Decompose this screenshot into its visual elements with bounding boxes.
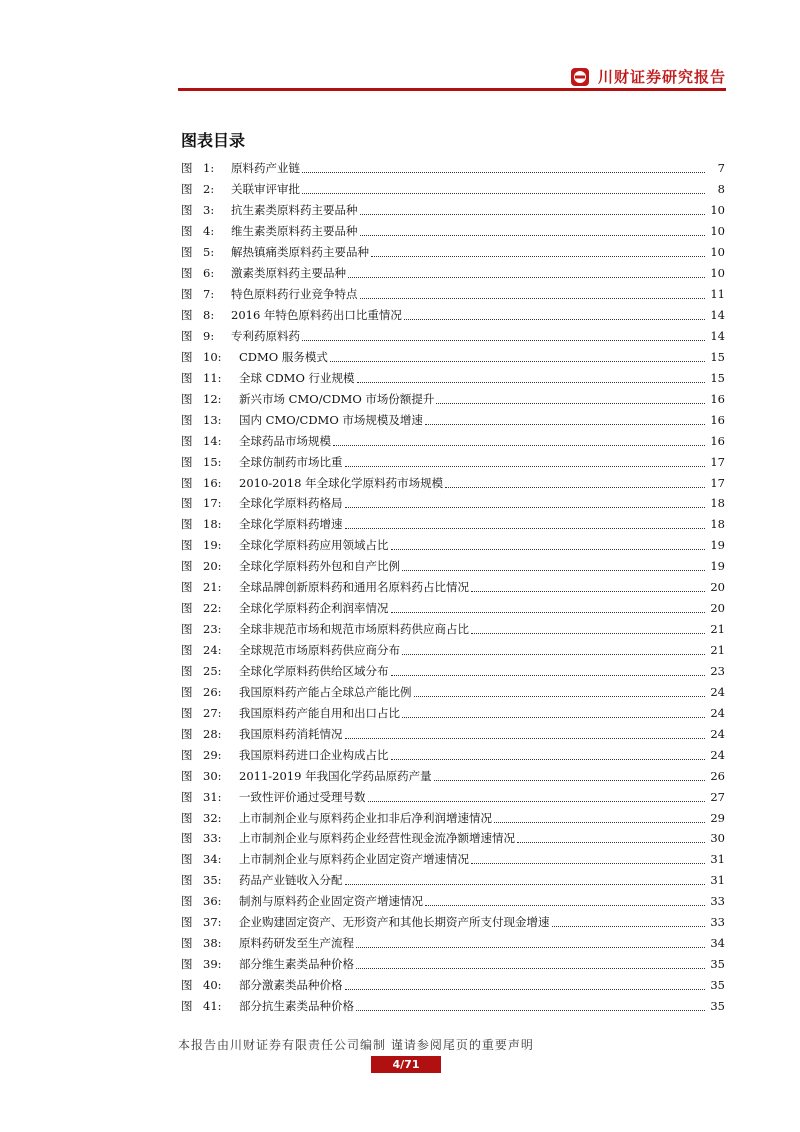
toc-entry-label: 图 xyxy=(181,224,193,239)
brand-name: 川财证券研究报告 xyxy=(597,68,726,86)
toc-entry[interactable] xyxy=(181,723,725,744)
toc-entry-title[interactable]: 全球化学原料药格局 xyxy=(239,496,343,511)
toc-entry-number: 31: xyxy=(203,789,222,804)
toc-entry-title[interactable]: 上市制剂企业与原料药企业经营性现金流净额增速情况 xyxy=(239,831,515,846)
toc-entry-title[interactable]: 全球化学原料药企利润率情况 xyxy=(239,601,389,616)
toc-dot-leader xyxy=(425,415,705,425)
toc-entry-page[interactable]: 15 xyxy=(710,370,725,385)
toc-entry-label: 图 xyxy=(181,454,193,469)
toc-entry-title[interactable]: 维生素类原料药主要品种 xyxy=(231,224,358,239)
toc-entry-number: 21: xyxy=(203,580,222,595)
toc-entry-page[interactable]: 14 xyxy=(710,308,725,323)
toc-entry-page[interactable]: 21 xyxy=(710,622,725,637)
toc-dot-leader xyxy=(345,498,706,508)
toc-entry-number: 22: xyxy=(203,601,222,616)
toc-entry-label: 图 xyxy=(181,789,193,804)
toc-dot-leader xyxy=(425,896,705,906)
toc-dot-leader xyxy=(471,624,705,634)
toc-entry-title[interactable]: 专利药原料药 xyxy=(231,328,300,343)
toc-entry[interactable] xyxy=(181,451,725,472)
toc-dot-leader xyxy=(436,394,705,404)
toc-entry-page[interactable]: 18 xyxy=(710,517,725,532)
toc-entry[interactable] xyxy=(181,870,725,891)
toc-entry-title[interactable]: 我国原料药进口企业构成占比 xyxy=(239,747,389,762)
toc-entry-label: 图 xyxy=(181,308,193,323)
toc-entry-title[interactable]: 2016 年特色原料药出口比重情况 xyxy=(231,308,402,323)
toc-entry-label: 图 xyxy=(181,663,193,678)
toc-entry-title[interactable]: 部分抗生素类品种价格 xyxy=(239,998,354,1013)
toc-dot-leader xyxy=(391,666,706,676)
toc-entry[interactable] xyxy=(181,284,725,305)
toc-entry-page[interactable]: 30 xyxy=(710,831,725,846)
toc-entry-label: 图 xyxy=(181,936,193,951)
brand xyxy=(570,66,726,87)
toc-entry-page[interactable]: 19 xyxy=(710,559,725,574)
toc-dot-leader xyxy=(391,540,706,550)
toc-entry-label: 图 xyxy=(181,726,193,741)
page-header xyxy=(178,60,726,92)
toc-entry-title[interactable]: 抗生素类原料药主要品种 xyxy=(231,203,358,218)
toc-entry[interactable] xyxy=(181,619,725,640)
toc-entry[interactable] xyxy=(181,598,725,619)
toc-entry-label: 图 xyxy=(181,182,193,197)
toc-entry-title[interactable]: 全球仿制药市场比重 xyxy=(239,454,343,469)
toc-entry-label: 图 xyxy=(181,852,193,867)
toc-entry-number: 29: xyxy=(203,747,222,762)
toc-entry[interactable] xyxy=(181,975,725,996)
toc-entry-label: 图 xyxy=(181,538,193,553)
toc-entry-label: 图 xyxy=(181,475,193,490)
toc-entry-number: 10: xyxy=(203,349,222,364)
toc-dot-leader xyxy=(345,980,706,990)
toc-entry-page[interactable]: 11 xyxy=(710,287,725,302)
toc-entry-title[interactable]: 激素类原料药主要品种 xyxy=(231,266,346,281)
toc-entry[interactable] xyxy=(181,200,725,221)
toc-entry-title[interactable]: 全球品牌创新原料药和通用名原料药占比情况 xyxy=(239,580,469,595)
toc-entry-title[interactable]: 上市制剂企业与原料药企业固定资产增速情况 xyxy=(239,852,469,867)
toc-entry-title[interactable]: 全球化学原料药增速 xyxy=(239,517,343,532)
toc-entry[interactable] xyxy=(181,430,725,451)
toc-entry-page[interactable]: 35 xyxy=(710,998,725,1013)
footer-statement: 本报告由川财证券有限责任公司编制 谨请参阅尾页的重要声明 xyxy=(178,1038,534,1052)
toc-entry-title[interactable]: 特色原料药行业竞争特点 xyxy=(231,287,358,302)
toc-entry-number: 37: xyxy=(203,915,222,930)
toc-entry-title[interactable]: 部分激素类品种价格 xyxy=(239,978,343,993)
toc-entry-page[interactable]: 31 xyxy=(710,852,725,867)
toc-dot-leader xyxy=(368,792,706,802)
toc-title: 图表目录 xyxy=(181,131,246,150)
toc-entry-page[interactable]: 14 xyxy=(710,328,725,343)
toc-entry[interactable] xyxy=(181,221,725,242)
toc-entry-number: 17: xyxy=(203,496,222,511)
toc-dot-leader xyxy=(402,708,705,718)
toc-entry-page[interactable]: 24 xyxy=(710,684,725,699)
toc-entry[interactable] xyxy=(181,577,725,598)
toc-entry-page[interactable]: 21 xyxy=(710,643,725,658)
toc-entry-label: 图 xyxy=(181,433,193,448)
toc-entry-page[interactable]: 10 xyxy=(710,245,725,260)
toc-entry-number: 41: xyxy=(203,998,222,1013)
toc-entry-page[interactable]: 16 xyxy=(710,433,725,448)
toc-entry-title[interactable]: 企业购建固定资产、无形资产和其他长期资产所支付现金增速 xyxy=(239,915,550,930)
toc-entry-title[interactable]: 全球非规范市场和规范市场原料药供应商占比 xyxy=(239,622,469,637)
toc-entry-number: 14: xyxy=(203,433,222,448)
toc-entry[interactable] xyxy=(181,640,725,661)
toc-entry-label: 图 xyxy=(181,580,193,595)
toc-entry-label: 图 xyxy=(181,266,193,281)
toc-entry-label: 图 xyxy=(181,349,193,364)
toc-entry-label: 图 xyxy=(181,705,193,720)
toc-dot-leader xyxy=(391,750,706,760)
toc-entry-label: 图 xyxy=(181,391,193,406)
toc-dot-leader xyxy=(434,771,705,781)
toc-entry-label: 图 xyxy=(181,957,193,972)
toc-entry-number: 8: xyxy=(203,308,215,323)
toc-entry-label: 图 xyxy=(181,328,193,343)
toc-dot-leader xyxy=(414,687,706,697)
toc-entry[interactable] xyxy=(181,933,725,954)
toc-dot-leader xyxy=(391,603,706,613)
header-divider xyxy=(178,88,726,91)
toc-entry-title[interactable]: 2010-2018 年全球化学原料药市场规模 xyxy=(239,475,444,490)
toc-entry-number: 30: xyxy=(203,768,222,783)
brand-logo-icon xyxy=(570,67,590,87)
toc-entry-title[interactable]: 2011-2019 年我国化学药品原药产量 xyxy=(239,768,432,783)
toc-dot-leader xyxy=(356,938,705,948)
toc-entry-label: 图 xyxy=(181,412,193,427)
toc-dot-leader xyxy=(402,561,705,571)
toc-entry-label: 图 xyxy=(181,245,193,260)
toc-entry-title[interactable]: 原料药研发至生产流程 xyxy=(239,936,354,951)
toc-entry-page[interactable]: 15 xyxy=(710,349,725,364)
toc-entry-label: 图 xyxy=(181,643,193,658)
toc-entry-title[interactable]: 全球 CDMO 行业规模 xyxy=(239,370,355,385)
toc-dot-leader xyxy=(471,582,705,592)
toc-entry-page[interactable]: 7 xyxy=(717,161,725,176)
toc-entry-number: 36: xyxy=(203,894,222,909)
toc-entry[interactable] xyxy=(181,765,725,786)
toc-entry-page[interactable]: 10 xyxy=(710,224,725,239)
toc-entry[interactable] xyxy=(181,305,725,326)
toc-entry-number: 11: xyxy=(203,370,222,385)
toc-entry-label: 图 xyxy=(181,768,193,783)
toc-entry-page[interactable]: 35 xyxy=(710,978,725,993)
toc-entry-label: 图 xyxy=(181,684,193,699)
toc-entry[interactable] xyxy=(181,326,725,347)
toc-entry-number: 5: xyxy=(203,245,215,260)
toc-entry-label: 图 xyxy=(181,831,193,846)
toc-entry-title[interactable]: 解热镇痛类原料药主要品种 xyxy=(231,245,369,260)
toc-dot-leader xyxy=(330,352,705,362)
toc-entry-label: 图 xyxy=(181,622,193,637)
toc-entry[interactable] xyxy=(181,242,725,263)
toc-entry-title[interactable]: 全球化学原料药外包和自产比例 xyxy=(239,559,400,574)
toc-entry-number: 7: xyxy=(203,287,215,302)
toc-dot-leader xyxy=(494,813,705,823)
toc-entry[interactable] xyxy=(181,493,725,514)
toc-entry-label: 图 xyxy=(181,559,193,574)
toc-entry[interactable] xyxy=(181,346,725,367)
toc-entry-page[interactable]: 20 xyxy=(710,601,725,616)
toc-entry-number: 34: xyxy=(203,852,222,867)
toc-dot-leader xyxy=(360,205,706,215)
toc-entry-page[interactable]: 17 xyxy=(710,454,725,469)
toc-entry-page[interactable]: 27 xyxy=(710,789,725,804)
toc-entry[interactable] xyxy=(181,891,725,912)
toc-entry-title[interactable]: 国内 CMO/CDMO 市场规模及增速 xyxy=(239,412,423,427)
toc-entry-title[interactable]: 新兴市场 CMO/CDMO 市场份额提升 xyxy=(239,391,435,406)
toc-dot-leader xyxy=(302,331,705,341)
toc-entry-number: 16: xyxy=(203,475,222,490)
toc-dot-leader xyxy=(552,917,706,927)
toc-entry-title[interactable]: 药品产业链收入分配 xyxy=(239,873,343,888)
toc-entry-number: 4: xyxy=(203,224,215,239)
toc-dot-leader xyxy=(471,854,705,864)
toc-entry-page[interactable]: 29 xyxy=(710,810,725,825)
toc-entry[interactable] xyxy=(181,388,725,409)
toc-entry[interactable] xyxy=(181,158,725,179)
toc-dot-leader xyxy=(302,163,705,173)
toc-dot-leader xyxy=(404,310,705,320)
toc-entry-page[interactable]: 24 xyxy=(710,747,725,762)
toc-entry-page[interactable]: 20 xyxy=(710,580,725,595)
toc-entry-number: 15: xyxy=(203,454,222,469)
toc-dot-leader xyxy=(348,268,705,278)
toc-entry-label: 图 xyxy=(181,601,193,616)
toc-entry[interactable] xyxy=(181,179,725,200)
toc-dot-leader xyxy=(357,373,705,383)
toc-entry-number: 35: xyxy=(203,873,222,888)
toc-entry-title[interactable]: 全球化学原料药供给区域分布 xyxy=(239,663,389,678)
toc-entry-page[interactable]: 18 xyxy=(710,496,725,511)
toc-entry-number: 1: xyxy=(203,161,215,176)
toc-dot-leader xyxy=(517,833,705,843)
toc-entry[interactable] xyxy=(181,556,725,577)
toc-entry-page[interactable]: 17 xyxy=(710,475,725,490)
toc-entry[interactable] xyxy=(181,807,725,828)
toc-entry-label: 图 xyxy=(181,203,193,218)
toc-entry-page[interactable]: 34 xyxy=(710,936,725,951)
toc-entry-title[interactable]: 部分维生素类品种价格 xyxy=(239,957,354,972)
toc-entry-number: 12: xyxy=(203,391,222,406)
toc-entry-title[interactable]: 一致性评价通过受理号数 xyxy=(239,789,366,804)
toc-entry-number: 20: xyxy=(203,559,222,574)
toc-dot-leader xyxy=(345,519,706,529)
toc-entry-title[interactable]: 全球化学原料药应用领域占比 xyxy=(239,538,389,553)
toc-entry-page[interactable]: 19 xyxy=(710,538,725,553)
toc-entry-number: 2: xyxy=(203,182,215,197)
toc-entry-label: 图 xyxy=(181,978,193,993)
toc-entry-page[interactable]: 23 xyxy=(710,663,725,678)
toc-entry-title[interactable]: 关联审评审批 xyxy=(231,182,300,197)
toc-entry-number: 28: xyxy=(203,726,222,741)
toc-dot-leader xyxy=(333,436,705,446)
toc-entry-title[interactable]: 制剂与原料药企业固定资产增速情况 xyxy=(239,894,423,909)
toc-entry-number: 32: xyxy=(203,810,222,825)
toc-dot-leader xyxy=(356,1001,705,1011)
toc-dot-leader xyxy=(356,959,705,969)
toc-entry-number: 19: xyxy=(203,538,222,553)
toc-entry-title[interactable]: 原料药产业链 xyxy=(231,161,300,176)
toc-dot-leader xyxy=(402,645,705,655)
toc-entry-page[interactable]: 8 xyxy=(717,182,725,197)
toc-entry[interactable] xyxy=(181,702,725,723)
toc-entry-title[interactable]: 我国原料药产能占全球总产能比例 xyxy=(239,684,412,699)
toc-entry-number: 9: xyxy=(203,328,215,343)
toc-entry-number: 38: xyxy=(203,936,222,951)
toc-entry-number: 25: xyxy=(203,663,222,678)
toc-entry-title[interactable]: 上市制剂企业与原料药企业扣非后净利润增速情况 xyxy=(239,810,492,825)
toc-entry-number: 26: xyxy=(203,684,222,699)
toc-entry-title[interactable]: CDMO 服务模式 xyxy=(239,349,328,364)
toc-entry[interactable] xyxy=(181,849,725,870)
toc-entry-page[interactable]: 33 xyxy=(710,894,725,909)
toc-entry-number: 23: xyxy=(203,622,222,637)
toc-dot-leader xyxy=(302,184,705,194)
toc-entry-label: 图 xyxy=(181,873,193,888)
toc-entry-label: 图 xyxy=(181,915,193,930)
page-indicator: 4/71 xyxy=(371,1056,441,1073)
toc-entry[interactable] xyxy=(181,514,725,535)
toc-entry[interactable] xyxy=(181,367,725,388)
toc-entry-label: 图 xyxy=(181,747,193,762)
toc-entry[interactable] xyxy=(181,661,725,682)
toc-entry[interactable] xyxy=(181,786,725,807)
toc-entry-label: 图 xyxy=(181,496,193,511)
toc-entry-label: 图 xyxy=(181,370,193,385)
toc-dot-leader xyxy=(345,875,706,885)
toc-entry-label: 图 xyxy=(181,810,193,825)
toc-entry-number: 24: xyxy=(203,643,222,658)
toc-entry-page[interactable]: 10 xyxy=(710,266,725,281)
toc-entry-page[interactable]: 24 xyxy=(710,726,725,741)
toc-entry-number: 33: xyxy=(203,831,222,846)
toc-entry-number: 40: xyxy=(203,978,222,993)
toc-entry-number: 18: xyxy=(203,517,222,532)
toc-entry-number: 27: xyxy=(203,705,222,720)
toc-entry[interactable] xyxy=(181,954,725,975)
toc-dot-leader xyxy=(371,247,705,257)
toc-entry-label: 图 xyxy=(181,517,193,532)
toc-entry-title[interactable]: 我国原料药消耗情况 xyxy=(239,726,343,741)
toc-entry-page[interactable]: 33 xyxy=(710,915,725,930)
toc-dot-leader xyxy=(445,478,705,488)
toc-dot-leader xyxy=(360,226,706,236)
toc-entry-page[interactable]: 10 xyxy=(710,203,725,218)
toc-entry-number: 13: xyxy=(203,412,222,427)
toc-entry-title[interactable]: 我国原料药产能自用和出口占比 xyxy=(239,705,400,720)
toc-entry[interactable] xyxy=(181,681,725,702)
toc-entry-label: 图 xyxy=(181,161,193,176)
toc-dot-leader xyxy=(345,457,706,467)
toc-entry[interactable] xyxy=(181,828,725,849)
toc-entry-title[interactable]: 全球规范市场原料药供应商分布 xyxy=(239,643,400,658)
toc-entry[interactable] xyxy=(181,263,725,284)
toc-dot-leader xyxy=(360,289,706,299)
toc-entry-page[interactable]: 31 xyxy=(710,873,725,888)
toc-entry-number: 6: xyxy=(203,266,215,281)
toc-entry-page[interactable]: 26 xyxy=(710,768,725,783)
toc-list xyxy=(181,158,725,1016)
toc-entry-number: 39: xyxy=(203,957,222,972)
toc-entry-label: 图 xyxy=(181,894,193,909)
toc-entry-page[interactable]: 16 xyxy=(710,391,725,406)
toc-entry[interactable] xyxy=(181,535,725,556)
toc-entry[interactable] xyxy=(181,912,725,933)
toc-entry-page[interactable]: 35 xyxy=(710,957,725,972)
toc-entry[interactable] xyxy=(181,996,725,1017)
toc-entry-number: 3: xyxy=(203,203,215,218)
toc-entry[interactable] xyxy=(181,744,725,765)
toc-entry[interactable] xyxy=(181,472,725,493)
toc-entry-label: 图 xyxy=(181,287,193,302)
toc-dot-leader xyxy=(345,729,706,739)
toc-entry-title[interactable]: 全球药品市场规模 xyxy=(239,433,331,448)
toc-entry[interactable] xyxy=(181,409,725,430)
toc-entry-label: 图 xyxy=(181,998,193,1013)
toc-entry-page[interactable]: 24 xyxy=(710,705,725,720)
toc-entry-page[interactable]: 16 xyxy=(710,412,725,427)
